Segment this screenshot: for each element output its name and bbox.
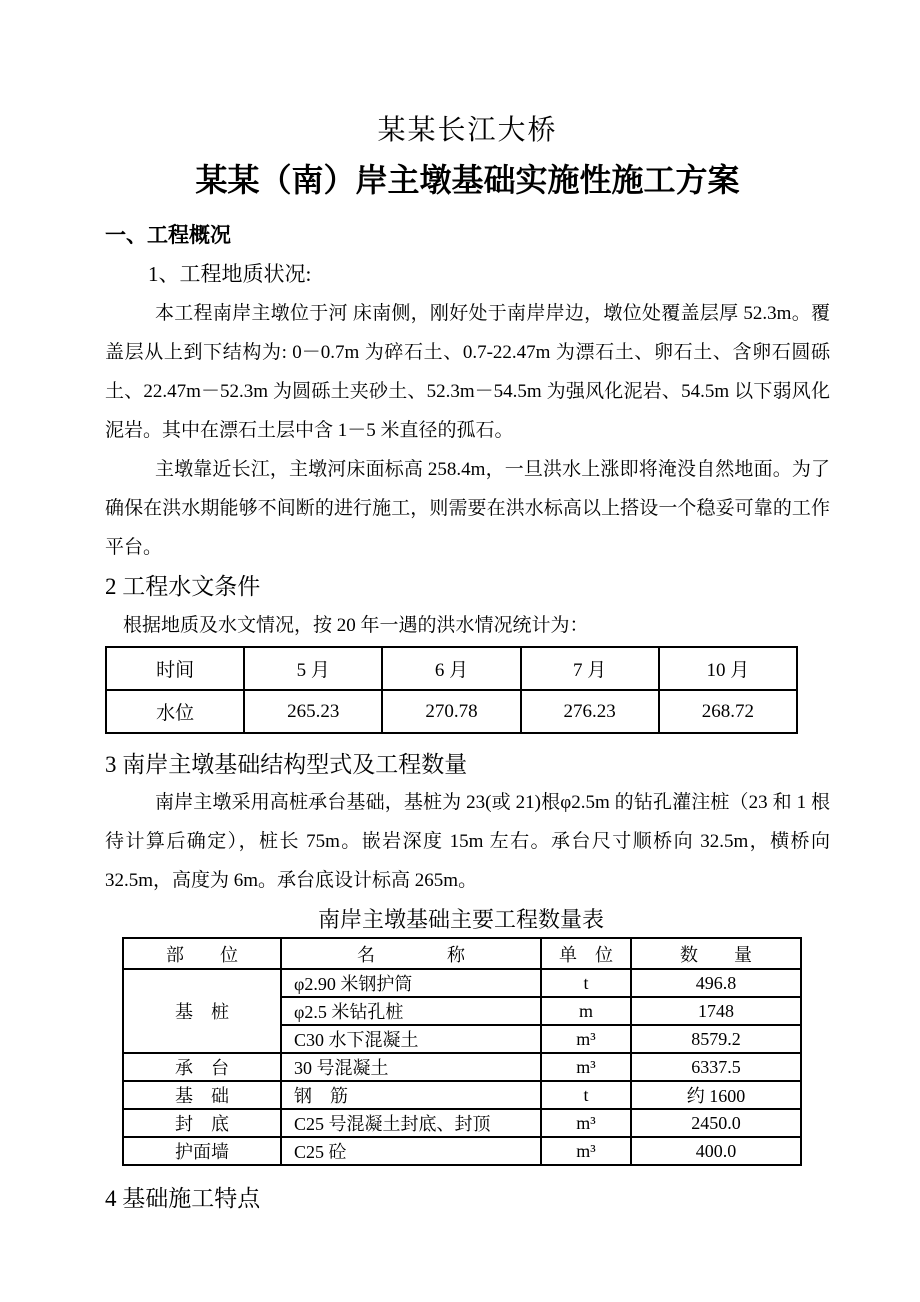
section1-subheading: 1、工程地质状况: bbox=[148, 262, 312, 286]
flood-table-time-row bbox=[106, 647, 797, 690]
section4-heading: 4 基础施工特点 bbox=[105, 1186, 261, 1211]
paragraph-foundation: 南岸主墩采用高桩承台基础，基桩为 23(或 21)根φ2.5m 的钻孔灌注桩（23 和 1 根待计算后确定），桩长 75m。嵌岩深度 15m 左右。承台尺寸顺桥向 32.5m，横桥向 32.5m，高度为 6m。承台底设计标高 265m。 bbox=[105, 792, 830, 891]
qty-cell: 2450.0 bbox=[631, 1109, 801, 1137]
level-cell: 270.78 bbox=[382, 690, 520, 733]
quantity-table-title: 南岸主墩基础主要工程数量表 bbox=[317, 907, 604, 932]
part-cell: 基 础 bbox=[123, 1081, 281, 1109]
table-row bbox=[123, 1081, 801, 1109]
section2-heading: 2 工程水文条件 bbox=[105, 574, 261, 599]
col-header-part: 部 位 bbox=[123, 938, 281, 969]
name-cell: φ2.90 米钢护筒 bbox=[281, 969, 541, 997]
month-cell: 7 月 bbox=[521, 647, 659, 690]
level-cell: 268.72 bbox=[659, 690, 797, 733]
name-cell: C25 号混凝土封底、封顶 bbox=[281, 1109, 541, 1137]
col-header-name: 名 称 bbox=[281, 938, 541, 969]
qty-cell: 约 1600 bbox=[631, 1081, 801, 1109]
col-header-qty: 数 量 bbox=[631, 938, 801, 969]
month-cell: 10 月 bbox=[659, 647, 797, 690]
flood-table-level-row bbox=[106, 690, 797, 733]
month-cell: 6 月 bbox=[382, 647, 520, 690]
unit-cell: t bbox=[541, 969, 631, 997]
table-row bbox=[123, 1109, 801, 1137]
name-cell: 钢 筋 bbox=[281, 1081, 541, 1109]
quantity-table-header-row bbox=[123, 938, 801, 969]
section1-heading: 一、工程概况 bbox=[105, 224, 231, 247]
table-row bbox=[123, 969, 801, 997]
month-cell: 5 月 bbox=[244, 647, 382, 690]
qty-cell: 496.8 bbox=[631, 969, 801, 997]
unit-cell: m³ bbox=[541, 1025, 631, 1053]
unit-cell: m³ bbox=[541, 1137, 631, 1165]
qty-cell: 8579.2 bbox=[631, 1025, 801, 1053]
part-cell: 封 底 bbox=[123, 1109, 281, 1137]
section3-heading: 3 南岸主墩基础结构型式及工程数量 bbox=[105, 752, 468, 777]
table-row bbox=[123, 1137, 801, 1165]
paragraph-flood-platform: 主墩靠近长江，主墩河床面标高 258.4m，一旦洪水上涨即将淹没自然地面。为了确保在洪水期能够不间断的进行施工，则需要在洪水标高以上搭设一个稳妥可靠的工作平台。 bbox=[105, 459, 830, 558]
part-cell: 承 台 bbox=[123, 1053, 281, 1081]
part-cell: 基 桩 bbox=[123, 969, 281, 1053]
col-header-unit: 单 位 bbox=[541, 938, 631, 969]
qty-cell: 1748 bbox=[631, 997, 801, 1025]
name-cell: 30 号混凝土 bbox=[281, 1053, 541, 1081]
unit-cell: m³ bbox=[541, 1109, 631, 1137]
paragraph-geology: 本工程南岸主墩位于河 床南侧，刚好处于南岸岸边，墩位处覆盖层厚 52.3m。覆盖层从上到下结构为: 0－0.7m 为碎石土、0.7-22.47m 为漂石土、卵石土、含卵石圆砾土、22.47m－52.3m 为圆砾土夹砂土、52.3m－54.5m 为强风化泥岩、54.5m 以下弱风化泥岩。其中在漂石土层中含 1－5 米直径的孤石。 bbox=[105, 303, 830, 441]
unit-cell: t bbox=[541, 1081, 631, 1109]
part-cell: 护面墙 bbox=[123, 1137, 281, 1165]
doc-title: 某某长江大桥 bbox=[377, 115, 558, 146]
flood-level-table bbox=[105, 646, 798, 734]
level-cell: 265.23 bbox=[244, 690, 382, 733]
name-cell: C30 水下混凝土 bbox=[281, 1025, 541, 1053]
row-header-time: 时间 bbox=[106, 647, 244, 690]
name-cell: φ2.5 米钻孔桩 bbox=[281, 997, 541, 1025]
unit-cell: m³ bbox=[541, 1053, 631, 1081]
row-header-level: 水位 bbox=[106, 690, 244, 733]
level-cell: 276.23 bbox=[521, 690, 659, 733]
flood-stats-intro: 根据地质及水文情况，按 20 年一遇的洪水情况统计为： bbox=[123, 615, 589, 636]
qty-cell: 6337.5 bbox=[631, 1053, 801, 1081]
name-cell: C25 砼 bbox=[281, 1137, 541, 1165]
qty-cell: 400.0 bbox=[631, 1137, 801, 1165]
quantity-table bbox=[122, 937, 802, 1166]
unit-cell: m bbox=[541, 997, 631, 1025]
table-row bbox=[123, 1053, 801, 1081]
doc-subtitle: 某某（南）岸主墩基础实施性施工方案 bbox=[195, 162, 740, 198]
